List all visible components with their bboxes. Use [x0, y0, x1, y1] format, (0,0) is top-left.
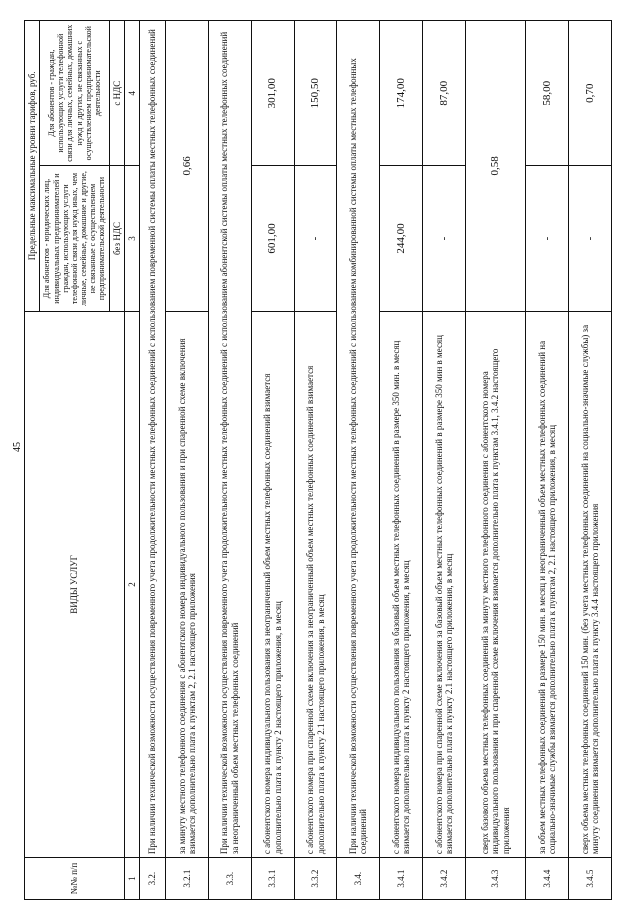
row-service: за объем местных телефонных соединений в размере 150 мин. в месяц и неограниченный объем местных телефонных соединений на социально-значимые службы взимается дополнительно плата к пунктам 2, 2.1 настоящего приложения, в месяц	[526, 311, 569, 857]
row-value-legal: -	[423, 166, 466, 311]
row-num: 3.4.1	[380, 858, 423, 900]
row-num: 3.3.2	[294, 858, 337, 900]
row-num: 3.4.5	[569, 858, 612, 900]
header-number-3: 3	[125, 166, 140, 311]
table-row	[423, 21, 466, 900]
row-service: сверх базового объема местных телефонных соединений за минуту местного телефонного соединения с абонентского номера индивидуального пользования и при спаренной схеме включения взимается дополнительно плата к пунктам 3.4.1, 3.4.2 настоящего приложения	[466, 311, 526, 857]
row-num: 3.2.1	[165, 858, 208, 900]
table-row	[251, 21, 294, 900]
header-col-num: №№ п/п	[25, 858, 125, 900]
table-row	[466, 21, 526, 900]
header-max-title: Предельные максимальные уровни тарифов, руб.	[25, 21, 40, 312]
header-number-4: 4	[125, 21, 140, 166]
row-value-legal: -	[526, 166, 569, 311]
row-value-legal: 601,00	[251, 166, 294, 311]
row-service: При наличии технической возможности осуществления повременного учета продолжительности местных телефонных соединений с использованием повременной системы оплаты местных телефонных соединений	[140, 21, 166, 858]
row-value-citizens: 0,70	[569, 21, 612, 166]
header-col-services: ВИДЫ УСЛУГ	[25, 311, 125, 857]
row-service: с абонентского номера индивидуального пользования за базовый объем местных телефонных соединений в размере 350 мин. в месяц взимается дополнительно плата к пункту 2 настоящего приложения, в месяц	[380, 311, 423, 857]
row-value-citizens: 87,00	[423, 21, 466, 166]
row-service: сверх объема местных телефонных соединений 150 мин. (без учета местных телефонных соединений на социально-значимые службы) за минуту соединения взимается дополнительно плата к пункту 3.4.4 настоящего приложения	[569, 311, 612, 857]
table-row	[165, 21, 208, 900]
tariff-table	[24, 20, 612, 900]
row-num: 3.2.	[140, 858, 166, 900]
header-number-2: 2	[125, 311, 140, 857]
table-row	[380, 21, 423, 900]
row-value-citizens: 174,00	[380, 21, 423, 166]
header-citizens: Для абонентов - граждан, использующих услуги телефонной связи для личных, семейных, домашних нужд и других, не связанных с осуществлением предпринимательской деятельности	[40, 21, 109, 166]
row-service: с абонентского номера при спаренной схеме включения за неограниченный объем местных телефонных соединений взимается дополнительно плата к пункту 2.1 настоящего приложения, в месяц	[294, 311, 337, 857]
header-legal-sub: без НДС	[109, 166, 124, 311]
row-service: При наличии технической возможности осуществления повременного учета продолжительности местных телефонных соединений с использованием комбинированной системы оплаты местных телефонных соединений	[337, 21, 380, 858]
row-num: 3.3.1	[251, 858, 294, 900]
row-service: с абонентского номера индивидуального пользования за неограниченный объем местных телефонных соединений взимается дополнительно плата к пункту 2 настоящего приложения, в месяц	[251, 311, 294, 857]
table-row	[294, 21, 337, 900]
row-num: 3.4.3	[466, 858, 526, 900]
row-value-citizens: 301,00	[251, 21, 294, 166]
table-row	[526, 21, 569, 900]
row-value-citizens: 150,50	[294, 21, 337, 166]
row-num: 3.4.	[337, 858, 380, 900]
row-num: 3.4.4	[526, 858, 569, 900]
row-num: 3.4.2	[423, 858, 466, 900]
row-service: При наличии технической возможности осуществления повременного учета продолжительности местных телефонных соединений с использованием абонентской системы оплаты местных телефонных соединений за неограниченный объем местных телефонных соединений	[208, 21, 251, 858]
table-row	[569, 21, 612, 900]
page-number: 45	[12, 442, 23, 452]
row-value-legal: 244,00	[380, 166, 423, 311]
header-citizens-sub: с НДС	[109, 21, 124, 166]
row-value-legal: -	[294, 166, 337, 311]
row-service: с абонентского номера при спаренной схеме включения за базовый объем местных телефонных соединений в размере 350 мин в месяц взимается дополнительно плата к пункту 2.1 настоящего приложения, в месяц	[423, 311, 466, 857]
rotated-document	[24, 20, 612, 900]
row-value-legal: -	[569, 166, 612, 311]
header-legal: Для абонентов - юридических лиц, индивидуальных предпринимателей и граждан, использующих услуги телефонной связи для нужд иных, чем личные, семейные, домашние и другие, не связанные с осуществлением предпринимательской деятельности	[40, 166, 109, 311]
row-service: за минуту местного телефонного соединения с абонентского номера индивидуального пользования и при спаренной схеме включения взимается дополнительно плата к пунктам 2, 2.1 настоящего приложения	[165, 311, 208, 857]
row-value-merged: 0,58	[466, 21, 526, 312]
header-number-1: 1	[125, 858, 140, 900]
row-value-merged: 0,66	[165, 21, 208, 312]
table-row	[208, 21, 251, 900]
row-value-citizens: 58,00	[526, 21, 569, 166]
table-row	[140, 21, 166, 900]
table-row	[337, 21, 380, 900]
row-num: 3.3.	[208, 858, 251, 900]
